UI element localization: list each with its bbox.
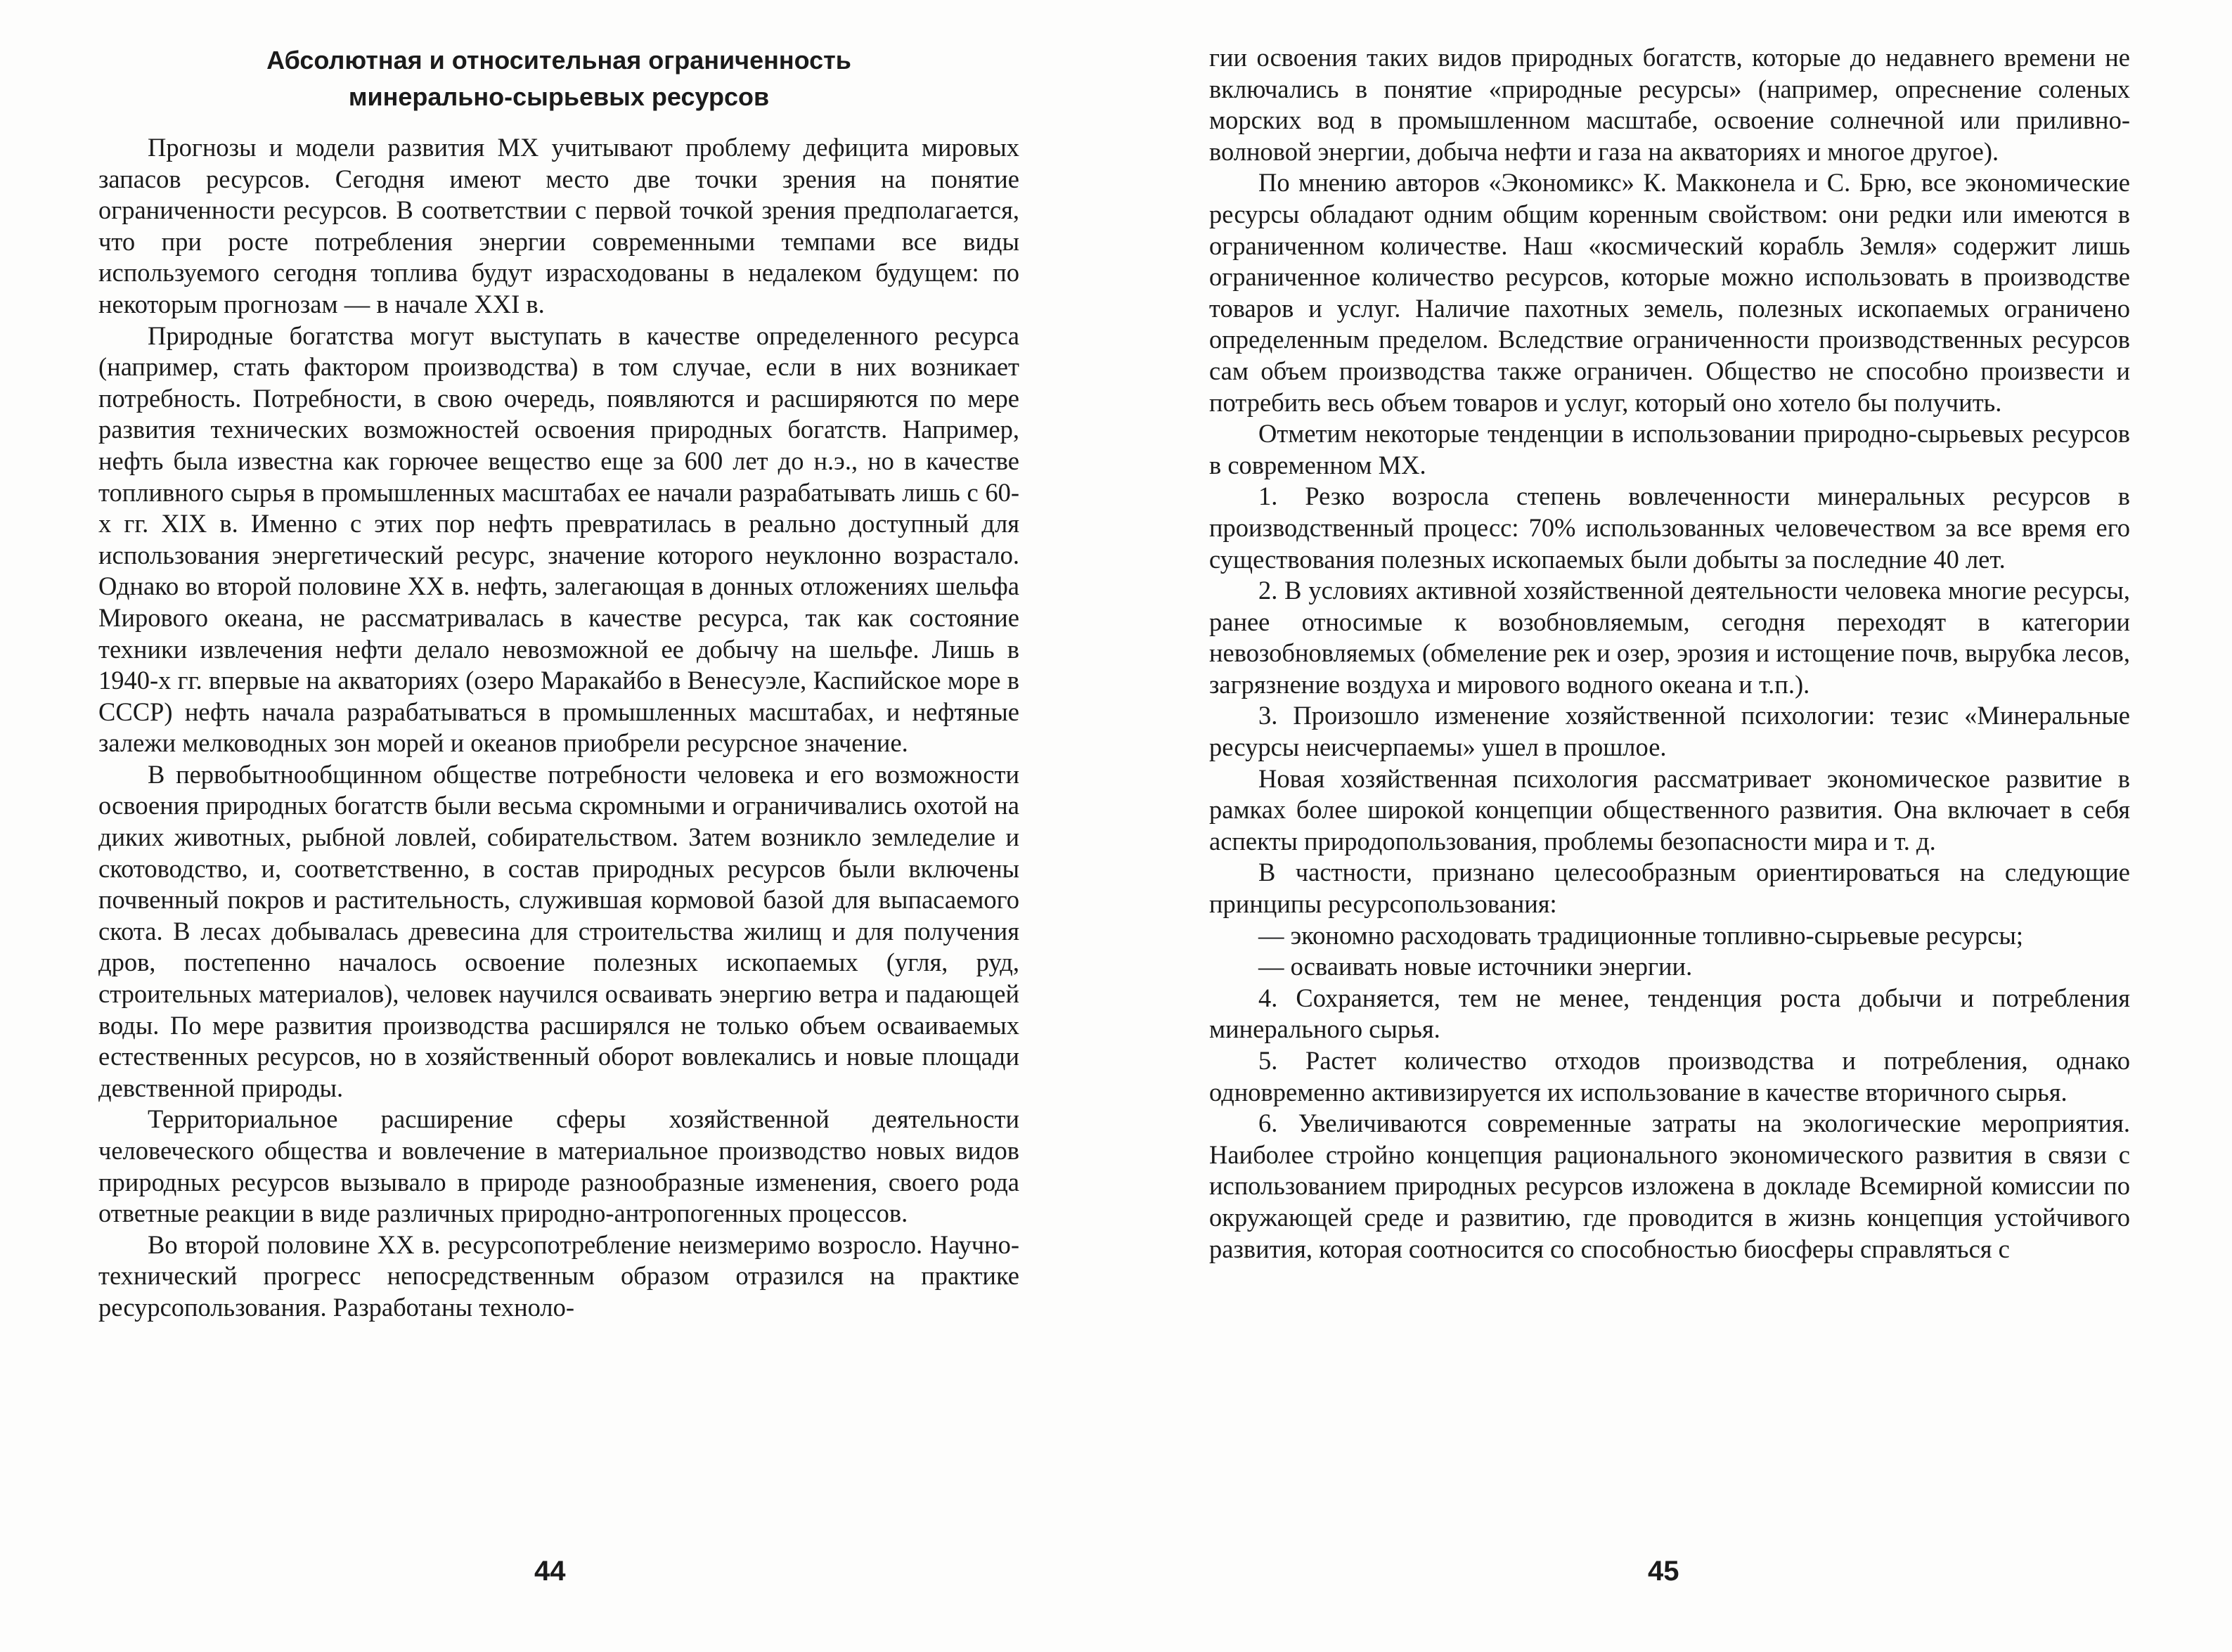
page-number-right: 45 xyxy=(1648,1556,1679,1587)
list-item: 4. Сохраняется, тем не менее, тенденция роста добычи и потребления минерального сырья. xyxy=(1209,983,2130,1044)
list-item: 1. Резко возросла степень вовлеченности минеральных ресурсов в производственный процесс: 70% использованных человечеством за все время его существования полезных ископаемых были добыты за последние 40 лет. xyxy=(1209,482,2130,574)
paragraph: Новая хозяйственная психология рассматривает экономическое развитие в рамках более широкой концепции общественного развития. Она включает в себя аспекты природопользования, проблемы безопасности мира и т. д. xyxy=(1209,763,2130,856)
paragraph: Во второй половине XX в. ресурсопотребление неизмеримо возросло. Научно-технический прогресс непосредственным образом отразился на практике ресурсопользования. Разработаны техноло- xyxy=(98,1230,1019,1322)
paragraph: Отметим некоторые тенденции в использовании природно-сырьевых ресурсов в современном МХ. xyxy=(1209,419,2130,479)
right-page xyxy=(1209,42,2130,1265)
section-title-line-2: минерально-сырьевых ресурсов xyxy=(348,82,770,111)
list-item: 6. Увеличиваются современные затраты на экологические мероприятия. Наиболее стройно концепция рационального экономического развития в связи с использованием природных ресурсов изложена в докладе Всемирной комиссии по окружающей среде и развитию, где проводится в жизнь концепция устойчивого развития, которая соотносится со способностью биосферы справляться с xyxy=(1209,1109,2130,1263)
gutter xyxy=(1111,0,1112,1652)
paragraph: Природные богатства могут выступать в качестве определенного ресурса (например, стать фактором производства) в том случае, если в них возникает потребность. Потребности, в свою очередь, появляются и расширяются по мере развития технических возможностей освоения природных богатств. Например, нефть была известна как горючее вещество еще за 600 лет до н.э., но в качестве топливного сырья в промышленных масштабах ее начали разрабатывать лишь с 60-х гг. XIX в. Именно с этих пор нефть превратилась в реально доступный для использования энергетический ресурс, значение которого неуклонно возрастало. Однако во второй половине XX в. нефть, залегающая в донных отложениях шельфа Мирового океана, не рассматривалась в качестве ресурса, так как состояние техники извлечения нефти делало невозможной ее добычу на шельфе. Лишь в 1940-х гг. впервые на акваториях (озеро Маракайбо в Венесуэле, Каспийское море в СССР) нефть начала разрабатываться в промышленных масштабах, и нефтяные залежи мелководных зон морей и океанов приобрели ресурсное значение. xyxy=(98,321,1019,758)
dash-item: — осваивать новые источники энергии. xyxy=(1258,952,1693,981)
list-item: 3. Произошло изменение хозяйственной психологии: тезис «Минеральные ресурсы неисчерпаемы» ушел в прошлое. xyxy=(1209,701,2130,762)
left-page-body xyxy=(98,132,1019,1324)
right-page-body xyxy=(1209,42,2130,1265)
paragraph: По мнению авторов «Экономикс» К. Макконела и С. Брю, все экономические ресурсы обладают одним общим коренным свойством: они редки или имеются в ограниченном количестве. Наш «космический корабль Земля» содержит лишь ограниченное количество ресурсов, которые можно использовать в производстве товаров и услуг. Наличие пахотных земель, полезных ископаемых ограничено определенным пределом. Вследствие ограниченности производственных ресурсов сам объем производства также ограничен. Общество не способно произвести и потребить весь объем товаров и услуг, который оно хотело бы получить. xyxy=(1209,168,2130,417)
paragraph: гии освоения таких видов природных богатств, которые до недавнего времени не включались в понятие «природные ресурсы» (например, опреснение соленых морских вод в промышленном масштабе, освоение солнечной или приливно-волновой энергии, добыча нефти и газа на акваториях и многое другое). xyxy=(1209,43,2130,166)
paragraph: Прогнозы и модели развития МХ учитывают проблему дефицита мировых запасов ресурсов. Сегодня имеют место две точки зрения на понятие ограниченности ресурсов. В соответствии с первой точкой зрения предполагается, что при росте потребления энергии современными темпами все виды используемого сегодня топлива будут израсходованы в недалеком будущем: по некоторым прогнозам — в начале XXI в. xyxy=(98,133,1019,318)
dash-item: — экономно расходовать традиционные топливно-сырьевые ресурсы; xyxy=(1258,920,2023,950)
paragraph: Территориальное расширение сферы хозяйственной деятельности человеческого общества и вовлечение в материальное производство новых видов природных ресурсов вызывало в природе разнообразные изменения, своего рода ответные реакции в виде различных природно-антропогенных процессов. xyxy=(98,1104,1019,1228)
paragraph: В частности, признано целесообразным ориентироваться на следующие принципы ресурсопользования: xyxy=(1209,858,2130,919)
section-title-line-1: Абсолютная и относительная ограниченность xyxy=(266,46,851,75)
paragraph: В первобытнообщинном обществе потребности человека и его возможности освоения природных богатств были весьма скромными и ограничивались охотой на диких животных, рыбной ловлей, собирательством. Затем возникло земледелие и скотоводство, и, соответственно, в состав природных ресурсов были включены почвенный покров и растительность, служившая кормовой базой для выпасаемого скота. В лесах добывалась древесина для строительства жилищ и для получения дров, постепенно началось освоение полезных ископаемых (угля, руд, строительных материалов), человек научился осваивать энергию ветра и падающей воды. По мере развития производства расширялся не только объем осваиваемых естественных ресурсов, но в хозяйственный оборот вовлекались и новые площади девственной природы. xyxy=(98,759,1019,1102)
page-number-left: 44 xyxy=(534,1556,566,1587)
section-title xyxy=(98,42,1019,115)
list-item: 2. В условиях активной хозяйственной деятельности человека многие ресурсы, ранее относимые к возобновляемым, сегодня переходят в категории невозобновляемых (обмеление рек и озер, эрозия и истощение почв, вырубка лесов, загрязнение воздуха и мирового водного океана и т.п.). xyxy=(1209,576,2130,699)
left-page xyxy=(98,42,1019,1324)
list-item: 5. Растет количество отходов производства и потребления, однако одновременно активизируется их использование в качестве вторичного сырья. xyxy=(1209,1046,2130,1106)
